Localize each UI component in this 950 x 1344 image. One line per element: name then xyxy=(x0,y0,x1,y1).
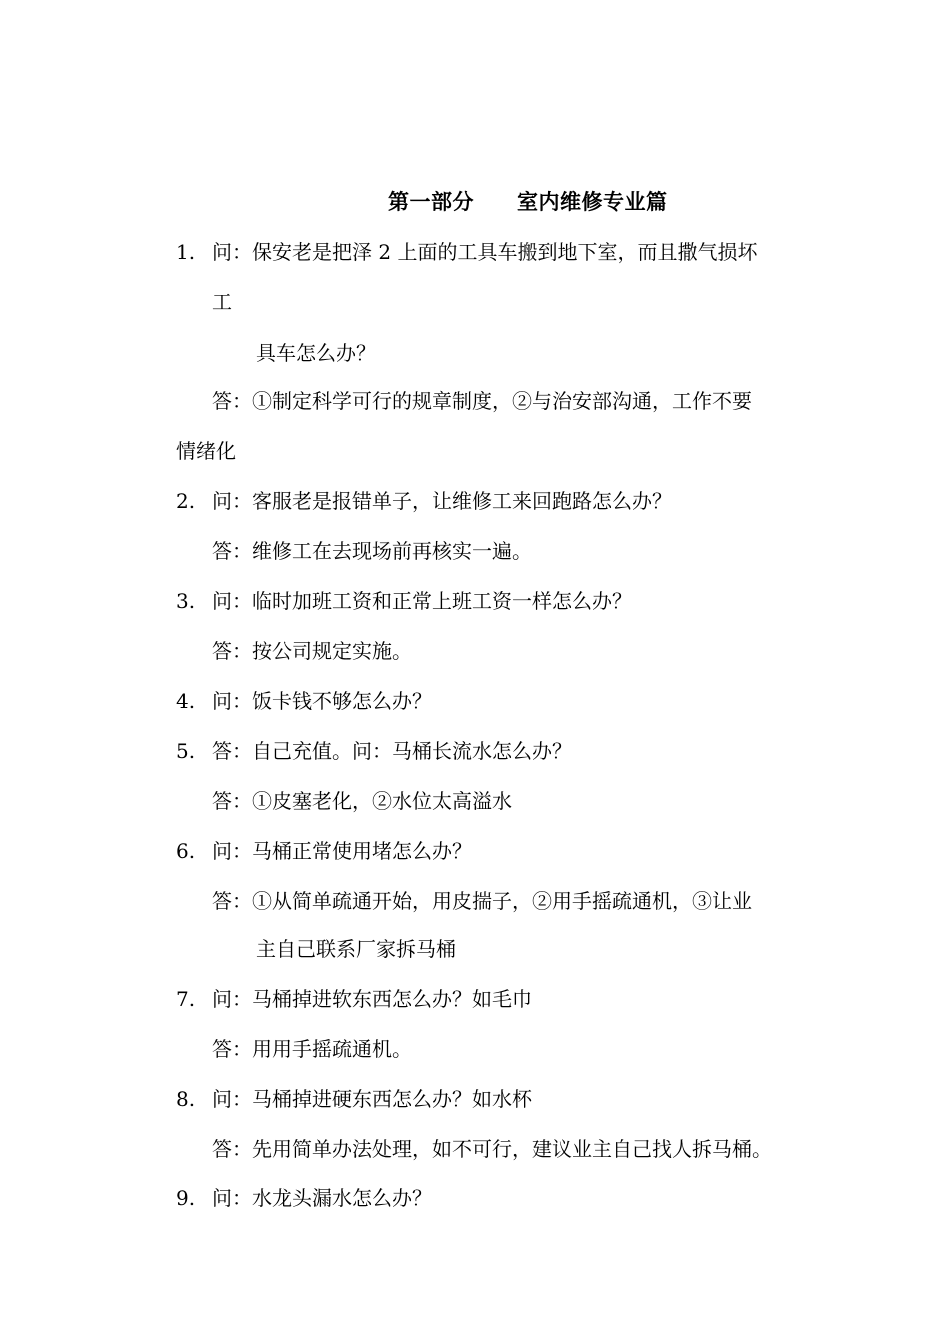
item-number: 6. xyxy=(176,839,196,863)
question-text: 问：临时加班工资和正常上班工资一样怎么办？ xyxy=(212,589,632,613)
answer-text: 答：①皮塞老化，②水位太高溢水 xyxy=(212,789,512,813)
item-number: 7. xyxy=(176,987,196,1011)
answer-text: 答：维修工在去现场前再核实一遍。 xyxy=(212,539,532,563)
question-text: 问：马桶正常使用堵怎么办？ xyxy=(212,839,472,863)
question-text-continued: 具车怎么办？ xyxy=(256,341,376,365)
item-number: 5. xyxy=(176,739,196,763)
question-text: 问：饭卡钱不够怎么办？ xyxy=(212,689,432,713)
answer-text: 答：①从简单疏通开始，用皮揣子，②用手摇疏通机，③让业 xyxy=(212,889,752,913)
question-text: 问：马桶掉进硬东西怎么办？如水杯 xyxy=(212,1087,532,1111)
answer-text: 答：按公司规定实施。 xyxy=(212,639,412,663)
answer-text: 答：用用手摇疏通机。 xyxy=(212,1037,412,1061)
item-number: 2. xyxy=(176,489,196,513)
page-title: 第一部分 室内维修专业篇 xyxy=(388,189,668,214)
question-text: 问：水龙头漏水怎么办？ xyxy=(212,1186,432,1210)
item-number: 9. xyxy=(176,1186,196,1210)
item-number: 3. xyxy=(176,589,196,613)
item-number: 8. xyxy=(176,1087,196,1111)
item-number: 4. xyxy=(176,689,196,713)
answer-text: 答：先用简单办法处理，如不可行，建议业主自己找人拆马桶。 xyxy=(212,1137,772,1161)
question-text: 问：客服老是报错单子，让维修工来回跑路怎么办？ xyxy=(212,489,672,513)
item-number: 1. xyxy=(176,240,196,264)
answer-text-continued: 情绪化 xyxy=(176,439,236,463)
question-text: 答：自己充值。问：马桶长流水怎么办？ xyxy=(212,739,572,763)
question-text: 问：保安老是把泽 2 上面的工具车搬到地下室，而且撒气损坏 xyxy=(212,240,758,264)
answer-text-continued: 主自己联系厂家拆马桶 xyxy=(256,937,456,961)
answer-text: 答：①制定科学可行的规章制度，②与治安部沟通，工作不要 xyxy=(212,389,752,413)
question-text-continued: 工 xyxy=(212,290,232,314)
question-text: 问：马桶掉进软东西怎么办？如毛巾 xyxy=(212,987,532,1011)
